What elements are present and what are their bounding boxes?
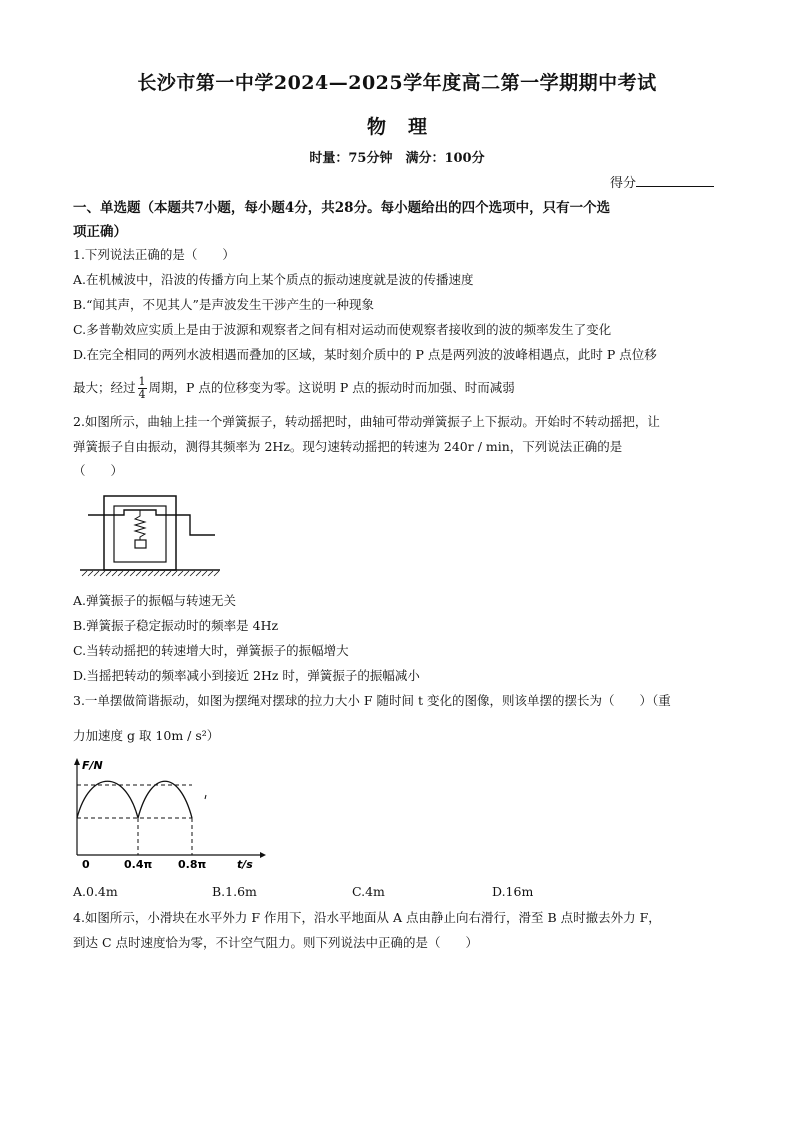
q4-stem-line2: 到达 C 点时速度恰为零，不计空气阻力。则下列说法中正确的是（ ） (73, 935, 479, 950)
q2-option-d: D.当摇把转动的频率减小到接近 2Hz 时，弹簧振子的振幅减小 (73, 668, 420, 683)
score-label: 得分 (610, 176, 637, 191)
q2-stem-line2: 弹簧振子自由振动，测得其频率为 2Hz。现匀速转动摇把的转速为 240r / min，下列说法正确的是 (73, 439, 623, 454)
q3-option-a: A.0.4m (73, 884, 118, 899)
q2-stem-line3: （ ） (73, 463, 124, 478)
q4-stem-line1: 4.如图所示，小滑块在水平外力 F 作用下，沿水平地面从 A 点由静止向右滑行，滑至 B 点时撤去外力 F， (73, 910, 661, 925)
section-heading (73, 196, 723, 244)
fraction-denominator: 4 (138, 388, 146, 401)
q1-option-d-line2 (73, 376, 733, 401)
q2-stem-line1: 2.如图所示，曲轴上挂一个弹簧振子，转动摇把时，曲轴可带动弹簧振子上下振动。开始时不转动摇把，让 (73, 414, 660, 429)
q1-d-post: 周期，P 点的位移变为零。这说明 P 点的振动时而加强、时而减弱 (148, 380, 515, 395)
force-time-graph (70, 755, 270, 873)
exam-title: 长沙市第一中学2024—2025学年度高二第一学期期中考试 (137, 72, 657, 94)
graph-tick-1: 0.4π (124, 858, 153, 871)
exam-meta: 时量：75分钟 满分：100分 (309, 151, 485, 166)
graph-origin-label: 0 (82, 858, 90, 871)
q3-option-c: C.4m (352, 884, 385, 899)
q3-option-d: D.16m (492, 884, 534, 899)
q3-stem-line1: 3.一单摆做简谐振动，如图为摆绳对摆球的拉力大小 F 随时间 t 变化的图像，则该单摆的摆长为（ ）（重 (73, 693, 671, 708)
graph-x-label: t/s (237, 858, 253, 871)
q2-option-b: B.弹簧振子稳定振动时的频率是 4Hz (73, 618, 279, 633)
fraction-numerator: 1 (138, 375, 146, 388)
q1-d-pre: 最大；经过 (73, 380, 136, 395)
q2-option-c: C.当转动摇把的转速增大时，弹簧振子的振幅增大 (73, 643, 349, 658)
graph-tick-2: 0.8π (178, 858, 207, 871)
q1-option-b: B.“闻其声，不见其人”是声波发生干涉产生的一种现象 (73, 297, 374, 312)
crankshaft-spring-figure (78, 490, 223, 580)
q3-option-b: B.1.6m (212, 884, 257, 899)
q1-stem: 1.下列说法正确的是（ ） (73, 247, 235, 262)
q1-option-a: A.在机械波中，沿波的传播方向上某个质点的振动速度就是波的传播速度 (73, 272, 474, 287)
section-heading-line1: 一、单选题（本题共7小题，每小题4分，共28分。每小题给出的四个选项中，只有一个选 (73, 200, 611, 216)
fraction (138, 376, 147, 401)
q1-option-d-line1: D.在完全相同的两列水波相遇而叠加的区域，某时刻介质中的 P 点是两列波的波峰相遇点，此时 P 点位移 (73, 347, 657, 362)
score-field (610, 172, 714, 191)
q1-option-c: C.多普勒效应实质上是由于波源和观察者之间有相对运动而使观察者接收到的波的频率发生了变化 (73, 322, 612, 337)
graph-y-label: F/N (82, 759, 103, 772)
section-heading-line2: 项正确） (73, 224, 127, 240)
score-blank[interactable] (636, 174, 714, 187)
q3-stem-line2: 力加速度 g 取 10m / s²） (73, 728, 220, 743)
subject-title: 物理 (366, 116, 449, 138)
q2-option-a: A.弹簧振子的振幅与转速无关 (73, 593, 237, 608)
